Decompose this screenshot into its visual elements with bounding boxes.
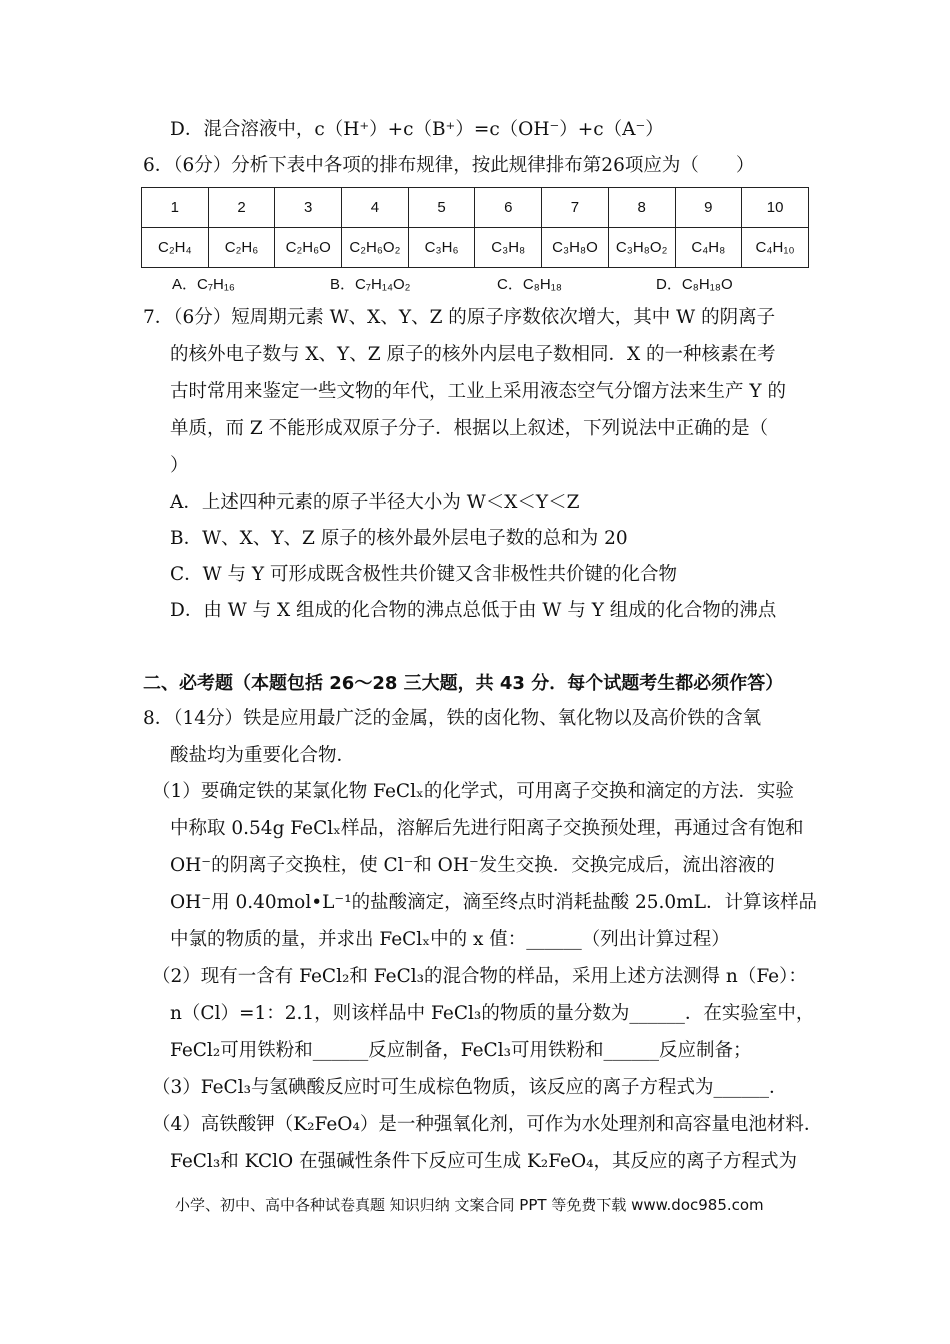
- table-cell: C₃H₈: [475, 228, 542, 268]
- q8-line: 酸盐均为重要化合物．: [170, 745, 356, 766]
- table-row-formula: [142, 228, 809, 268]
- table-cell: 6: [475, 188, 542, 228]
- table-cell: 3: [275, 188, 342, 228]
- option-d-prev: D．混合溶液中，c（H⁺）+c（B⁺）=c（OH⁻）+c（A⁻）: [170, 119, 664, 140]
- q6-option-a: A．C₇H₁₆: [172, 276, 235, 293]
- table-cell: 2: [208, 188, 275, 228]
- table-cell: 7: [542, 188, 609, 228]
- table-cell: 10: [742, 188, 809, 228]
- table-cell: 8: [608, 188, 675, 228]
- q6-option-c: C．C₈H₁₈: [497, 276, 562, 293]
- q8-line: 中氯的物质的量，并求出 FeClₓ中的 x 值：______（列出计算过程）: [170, 929, 730, 950]
- q6-option-b: B．C₇H₁₄O₂: [330, 276, 411, 293]
- q8-line: FeCl₃和 KClO 在强碱性条件下反应可生成 K₂FeO₄，其反应的离子方程式为: [170, 1151, 798, 1172]
- q7-option-a: A．上述四种元素的原子半径大小为 W＜X＜Y＜Z: [170, 492, 580, 513]
- section-heading: 二、必考题（本题包括 26～28 三大题，共 43 分．每个试题考生都必须作答）: [143, 673, 784, 694]
- table-cell: C₂H₆: [208, 228, 275, 268]
- q8-line: （1）要确定铁的某氯化物 FeClₓ的化学式，可用离子交换和滴定的方法．实验: [152, 781, 794, 802]
- q6-stem: 6．（6分）分析下表中各项的排布规律，按此规律排布第26项应为（ ）: [143, 155, 755, 176]
- table-cell: 5: [408, 188, 475, 228]
- table-row-index: [142, 188, 809, 228]
- page-footer: 小学、初中、高中各种试卷真题 知识归纳 文案合同 PPT 等免费下载 www.doc985.com: [175, 1196, 764, 1214]
- q8-line: （4）高铁酸钾（K₂FeO₄）是一种强氧化剂，可作为水处理剂和高容量电池材料．: [152, 1114, 823, 1135]
- q7-line: ）: [170, 455, 189, 476]
- q7-line: 7．（6分）短周期元素 W、X、Y、Z 的原子序数依次增大，其中 W 的阴离子: [143, 307, 776, 328]
- table-cell: C₄H₁₀: [742, 228, 809, 268]
- q7-line: 的核外电子数与 X、Y、Z 原子的核外内层电子数相同．X 的一种核素在考: [170, 344, 776, 365]
- q8-line: n（Cl）=1：2.1，则该样品中 FeCl₃的物质的量分数为______．在实验室中，: [170, 1003, 815, 1024]
- table-cell: 1: [142, 188, 209, 228]
- q8-line: OH⁻的阴离子交换柱，使 Cl⁻和 OH⁻发生交换．交换完成后，流出溶液的: [170, 855, 775, 876]
- table-cell: C₂H₆O: [275, 228, 342, 268]
- q7-option-d: D．由 W 与 X 组成的化合物的沸点总低于由 W 与 Y 组成的化合物的沸点: [170, 600, 777, 621]
- q7-option-b: B．W、X、Y、Z 原子的核外最外层电子数的总和为 20: [170, 528, 628, 549]
- table-cell: 9: [675, 188, 742, 228]
- sequence-table: [141, 187, 809, 268]
- table-cell: C₃H₆: [408, 228, 475, 268]
- table-cell: 4: [342, 188, 409, 228]
- q8-line: （3）FeCl₃与氢碘酸反应时可生成棕色物质，该反应的离子方程式为______．: [152, 1077, 788, 1098]
- q8-line: FeCl₂可用铁粉和______反应制备，FeCl₃可用铁粉和______反应制备；: [170, 1040, 752, 1061]
- table-cell: C₄H₈: [675, 228, 742, 268]
- q8-line: OH⁻用 0.40mol•L⁻¹的盐酸滴定，滴至终点时消耗盐酸 25.0mL．计算该样品: [170, 892, 818, 913]
- table-cell: C₂H₆O₂: [342, 228, 409, 268]
- q8-line: （2）现有一含有 FeCl₂和 FeCl₃的混合物的样品，采用上述方法测得 n（Fe）：: [152, 966, 807, 987]
- q7-line: 单质，而 Z 不能形成双原子分子．根据以上叙述，下列说法中正确的是（: [170, 418, 769, 439]
- table-cell: C₃H₈O: [542, 228, 609, 268]
- table-cell: C₃H₈O₂: [608, 228, 675, 268]
- q7-option-c: C．W 与 Y 可形成既含极性共价键又含非极性共价键的化合物: [170, 564, 678, 585]
- q8-line: 中称取 0.54g FeClₓ样品，溶解后先进行阳离子交换预处理，再通过含有饱和: [170, 818, 804, 839]
- table-cell: C₂H₄: [142, 228, 209, 268]
- q6-option-d: D．C₈H₁₈O: [656, 276, 733, 293]
- q7-line: 古时常用来鉴定一些文物的年代，工业上采用液态空气分馏方法来生产 Y 的: [170, 381, 786, 402]
- q8-line: 8．（14分）铁是应用最广泛的金属，铁的卤化物、氧化物以及高价铁的含氧: [143, 708, 762, 729]
